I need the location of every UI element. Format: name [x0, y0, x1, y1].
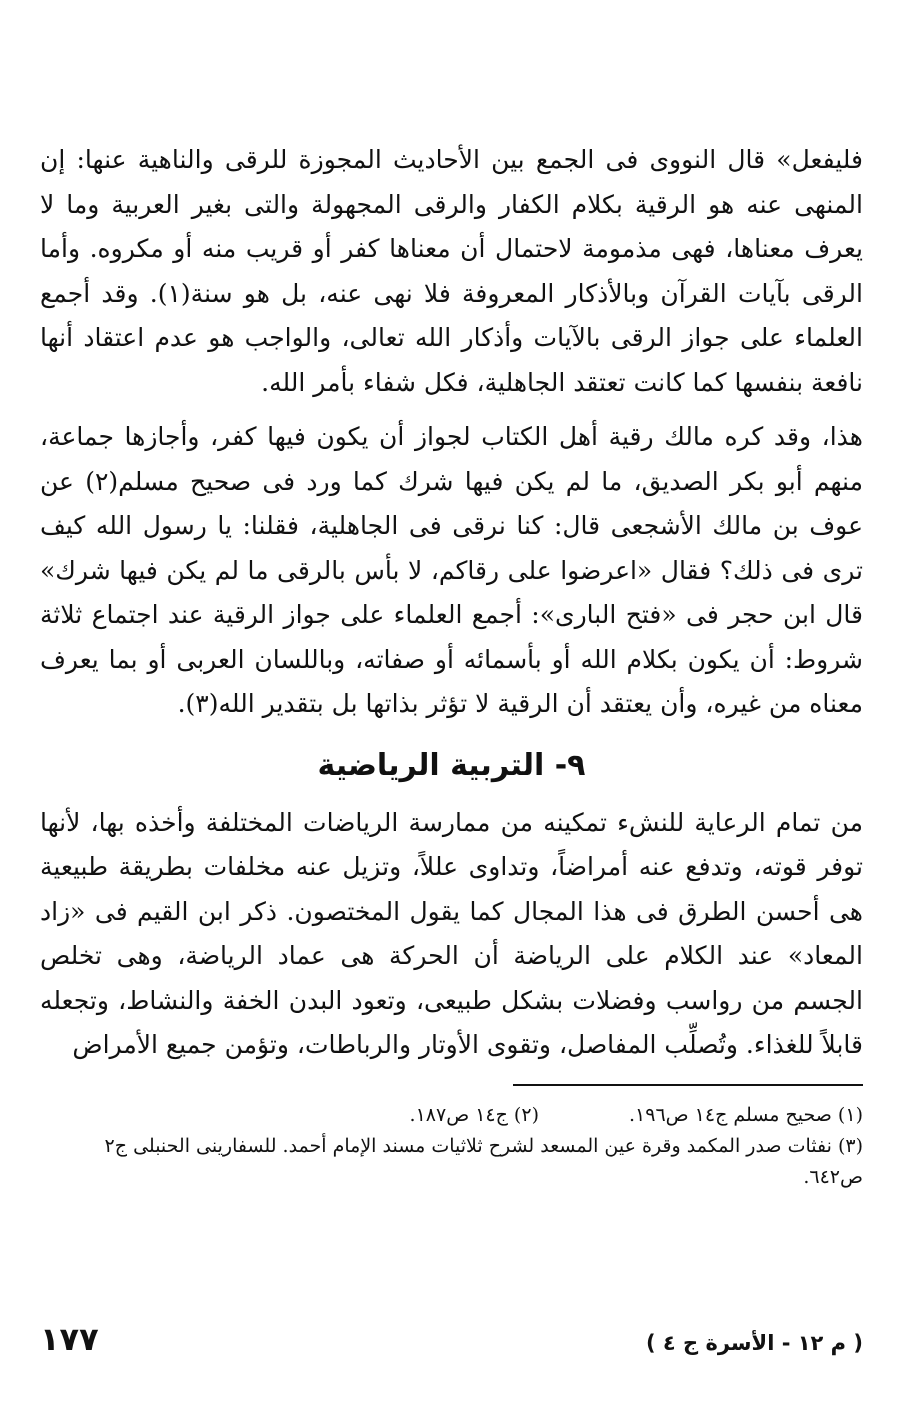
footnote-1: (١) صحيح مسلم ج١٤ ص١٩٦. [628, 1103, 863, 1126]
footnote-3: (٣) نفثات صدر المكمد وقرة عين المسعد لشرح ثلاثيات مسند الإمام أحمد. للسفارينى الحنبلى ج٢ ص٦٤٢. [104, 1134, 863, 1188]
paragraph-ruqya-nawawi: فليفعل» قال النووى فى الجمع بين الأحاديث المجوزة للرقى والناهية عنها: إن المنهى عنه هو الرقية بكلام الكفار والرقى المجهولة والتى بغير العربية وما لا يعرف معناها، فهى مذمومة لاحتمال أن معناها كفر أو قريب منه أو مكروه. وأما الرقى بآيات القرآن وبالأذكار المعروفة فلا نهى عنه، بل هو سنة(١). وقد أجمع العلماء على جواز الرقى بالآيات وأذكار الله تعالى، والواجب هو عدم اعتقاد أنها نافعة بنفسها كما كانت تعتقد الجاهلية، فكل شفاء بأمر الله. [40, 145, 863, 397]
running-footer [40, 1320, 863, 1358]
section-heading: ٩- التربية الرياضية [317, 747, 586, 783]
paragraph-physical-education: من تمام الرعاية للنشء تمكينه من ممارسة الرياضات المختلفة وأخذه بها، لأنها توفر قوته، وتدفع عنه أمراضاً، وتداوى عللاً، وتزيل عنه مخلفات بطريقة طبيعية هى أحسن الطرق فى هذا المجال كما يقول المختصون. ذكر ابن القيم فى «زاد المعاد» عند الكلام على الرياضة أن الحركة هى عماد الرياضة، وهى تخلص الجسم من رواسب وفضلات بشكل طبيعى، وتعود البدن الخفة والنشاط، وتجعله قابلاً للغذاء. وتُصلِّب المفاصل، وتقوى الأوتار والرباطات، وتؤمن جميع الأمراض [40, 807, 863, 1059]
footnote-row [40, 1100, 863, 1131]
footnote-divider [513, 1084, 863, 1086]
printer-signature: ( م ١٢ - الأسرة ج ٤ ) [645, 1331, 863, 1355]
footnote-2: (٢) ج١٤ ص١٨٧. [409, 1103, 539, 1126]
paragraph-ruqya-malik: هذا، وقد كره مالك رقية أهل الكتاب لجواز أن يكون فيها كفر، وأجازها جماعة، منهم أبو بكر الصديق، ما لم يكن فيها شرك كما ورد فى صحيح مسلم(٢) عن عوف بن مالك الأشجعى قال: كنا نرقى فى الجاهلية، فقلنا: يا رسول الله كيف ترى فى ذلك؟ فقال «اعرضوا على رقاكم، لا بأس بالرقى ما لم يكن فيها شرك» قال ابن حجر فى «فتح البارى»: أجمع العلماء على جواز الرقية عند اجتماع ثلاثة شروط: أن يكون بكلام الله أو بأسمائه أو صفاته، وباللسان العربى أو بما يعرف معناه من غيره، وأن يعتقد أن الرقية لا تؤثر بذاتها بل بتقدير الله(٣). [40, 422, 863, 718]
page-body [40, 138, 863, 1386]
footnotes [40, 1100, 863, 1193]
page-number: ١٧٧ [40, 1320, 99, 1358]
